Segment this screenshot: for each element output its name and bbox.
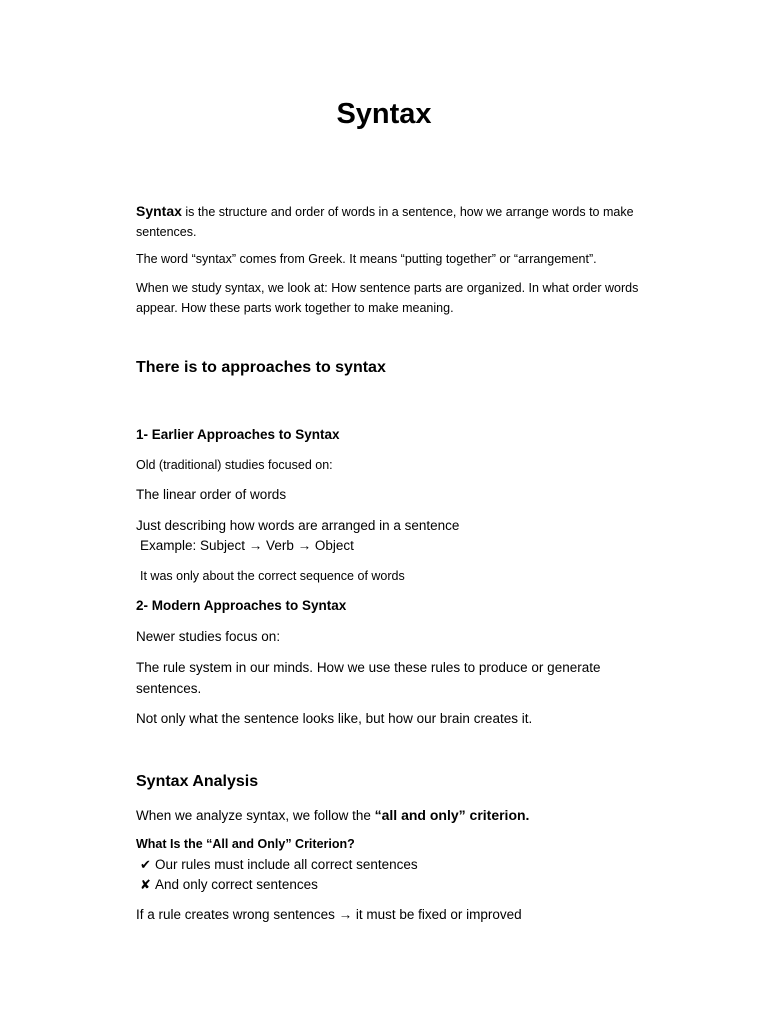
intro-definition: is the structure and order of words in a sentence, how we arrange words to make sentences. xyxy=(136,205,634,239)
modern-intro: Newer studies focus on: xyxy=(136,629,281,644)
analysis-lead-paragraph xyxy=(136,805,656,827)
criterion-cross-item xyxy=(136,875,660,896)
modern-approaches-heading: 2- Modern Approaches to Syntax xyxy=(136,598,347,613)
etymology-paragraph: The word “syntax” comes from Greek. It means “putting together” or “arrangement”. xyxy=(136,252,597,266)
earlier-intro: Old (traditional) studies focused on: xyxy=(136,458,333,472)
cross-mark-icon: ✘ xyxy=(140,877,151,892)
check-mark-icon: ✔ xyxy=(140,857,151,872)
modern-point-brain: Not only what the sentence looks like, but how our brain creates it. xyxy=(136,711,533,726)
earlier-point-linear-order: The linear order of words xyxy=(136,487,287,502)
criterion-check-item xyxy=(136,855,660,876)
study-paragraph: When we study syntax, we look at: How sentence parts are organized. In what order words appear. How these parts work together to make meaning. xyxy=(136,281,639,315)
analysis-conclusion: If a rule creates wrong sentences → it must be fixed or improved xyxy=(136,907,522,922)
approaches-heading: There is to approaches to syntax xyxy=(136,359,386,376)
document-title: Syntax xyxy=(336,98,432,130)
earlier-example: Example: Subject → Verb → Object xyxy=(140,538,354,553)
intro-paragraph xyxy=(136,202,656,242)
check-item-text: Our rules must include all correct sentences xyxy=(155,857,418,872)
criterion-question: What Is the “All and Only” Criterion? xyxy=(136,837,355,851)
analysis-criterion: “all and only” criterion. xyxy=(374,807,530,823)
intro-term: Syntax xyxy=(136,203,182,219)
analysis-lead: When we analyze syntax, we follow the xyxy=(136,808,375,823)
earlier-point-describing: Just describing how words are arranged in a sentence xyxy=(136,518,460,533)
cross-item-text: And only correct sentences xyxy=(155,877,318,892)
earlier-approaches-heading: 1- Earlier Approaches to Syntax xyxy=(136,427,340,442)
syntax-analysis-heading: Syntax Analysis xyxy=(136,773,259,790)
modern-point-rule-system: The rule system in our minds. How we use these rules to produce or generate sentences. xyxy=(136,660,601,696)
earlier-note: It was only about the correct sequence of words xyxy=(140,569,405,583)
